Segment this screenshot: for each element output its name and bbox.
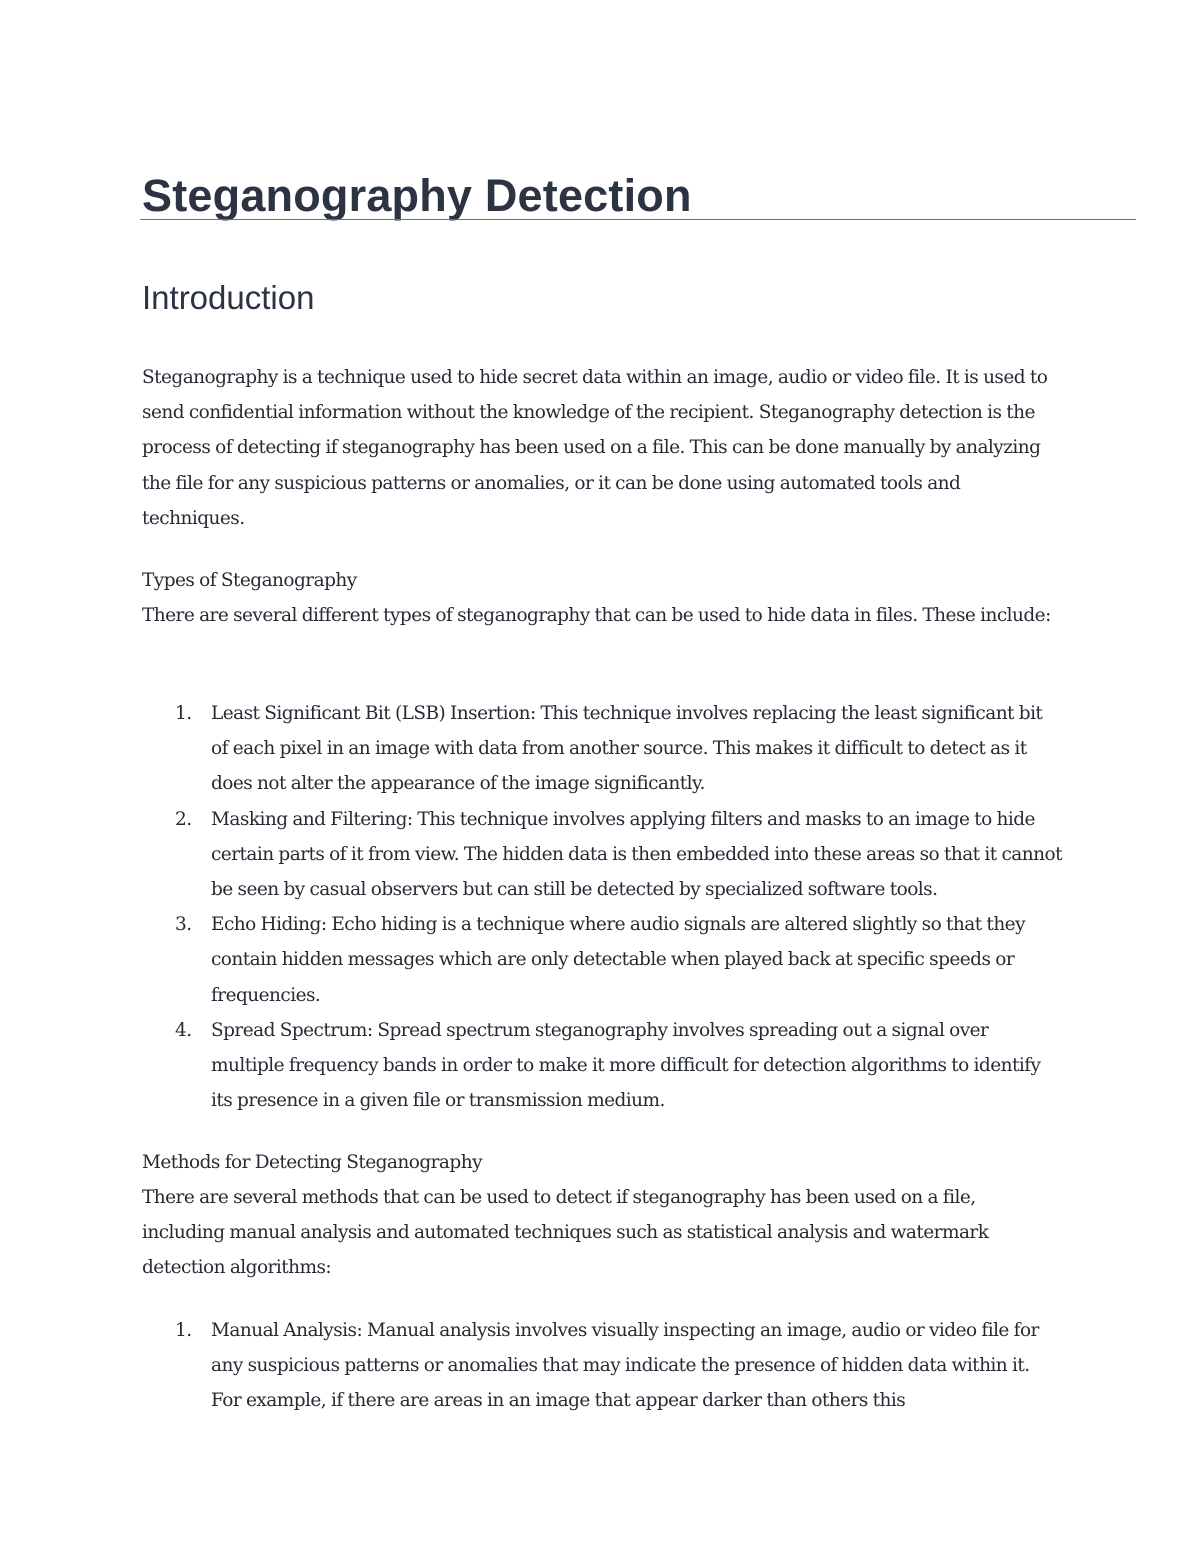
types-list — [142, 696, 1062, 1118]
intro-paragraph: Steganography is a technique used to hide secret data within an image, audio or video file. It is used to send confidential information without the knowledge of the recipient. Steganography detection is the process of detecting if steganography has been used on a file. This can be done manually by analyzing the file for any suspicious patterns or anomalies, or it can be done using automated tools and techniques. — [142, 367, 1048, 529]
list-item — [142, 696, 1062, 802]
list-item-number: 4. — [175, 1019, 192, 1041]
list-item — [142, 1013, 1062, 1119]
list-item — [142, 1313, 1062, 1419]
list-item — [142, 907, 1062, 1013]
list-item-number: 3. — [175, 914, 192, 936]
list-item-number: 1. — [175, 1320, 192, 1341]
section-heading-introduction: Introduction — [142, 279, 315, 316]
document-title: Steganography Detection — [142, 170, 692, 221]
methods-subheading: Methods for Detecting Steganography — [142, 1152, 482, 1173]
list-item-text: Spread Spectrum: Spread spectrum steganography involves spreading out a signal over multiple frequency bands in order to make it more difficult for detection algorithms to identify its presence in a given file or transmission medium. — [211, 1019, 1041, 1112]
methods-list — [142, 1313, 1062, 1419]
types-subheading: Types of Steganography — [142, 570, 357, 591]
list-item-number: 2. — [175, 808, 192, 830]
list-item-text: Least Significant Bit (LSB) Insertion: This technique involves replacing the least significant bit of each pixel in an image with data from another source. This makes it difficult to detect as it does not alter the appearance of the image significantly. — [211, 703, 1043, 795]
list-item — [142, 802, 1062, 908]
list-item-text: Manual Analysis: Manual analysis involves visually inspecting an image, audio or video file for any suspicious patterns or anomalies that may indicate the presence of hidden data within it. For example, if there are areas in an image that appear darker than others this — [211, 1320, 1039, 1412]
title-underline-rule — [140, 219, 1136, 220]
list-item-number: 1. — [175, 703, 192, 724]
list-item-text: Masking and Filtering: This technique involves applying filters and masks to an image to hide certain parts of it from view. The hidden data is then embedded into these areas so that it cannot be seen by casual observers but can still be detected by specialized software tools. — [211, 808, 1062, 901]
list-item-text: Echo Hiding: Echo hiding is a technique where audio signals are altered slightly so that they contain hidden messages which are only detectable when played back at specific speeds or frequencies. — [211, 914, 1025, 1006]
methods-intro-paragraph: There are several methods that can be used to detect if steganography has been used on a file, including manual analysis and automated techniques such as statistical analysis and watermark detection algorithms: — [142, 1187, 989, 1279]
types-intro-paragraph: There are several different types of steganography that can be used to hide data in files. These include: — [142, 605, 1051, 626]
